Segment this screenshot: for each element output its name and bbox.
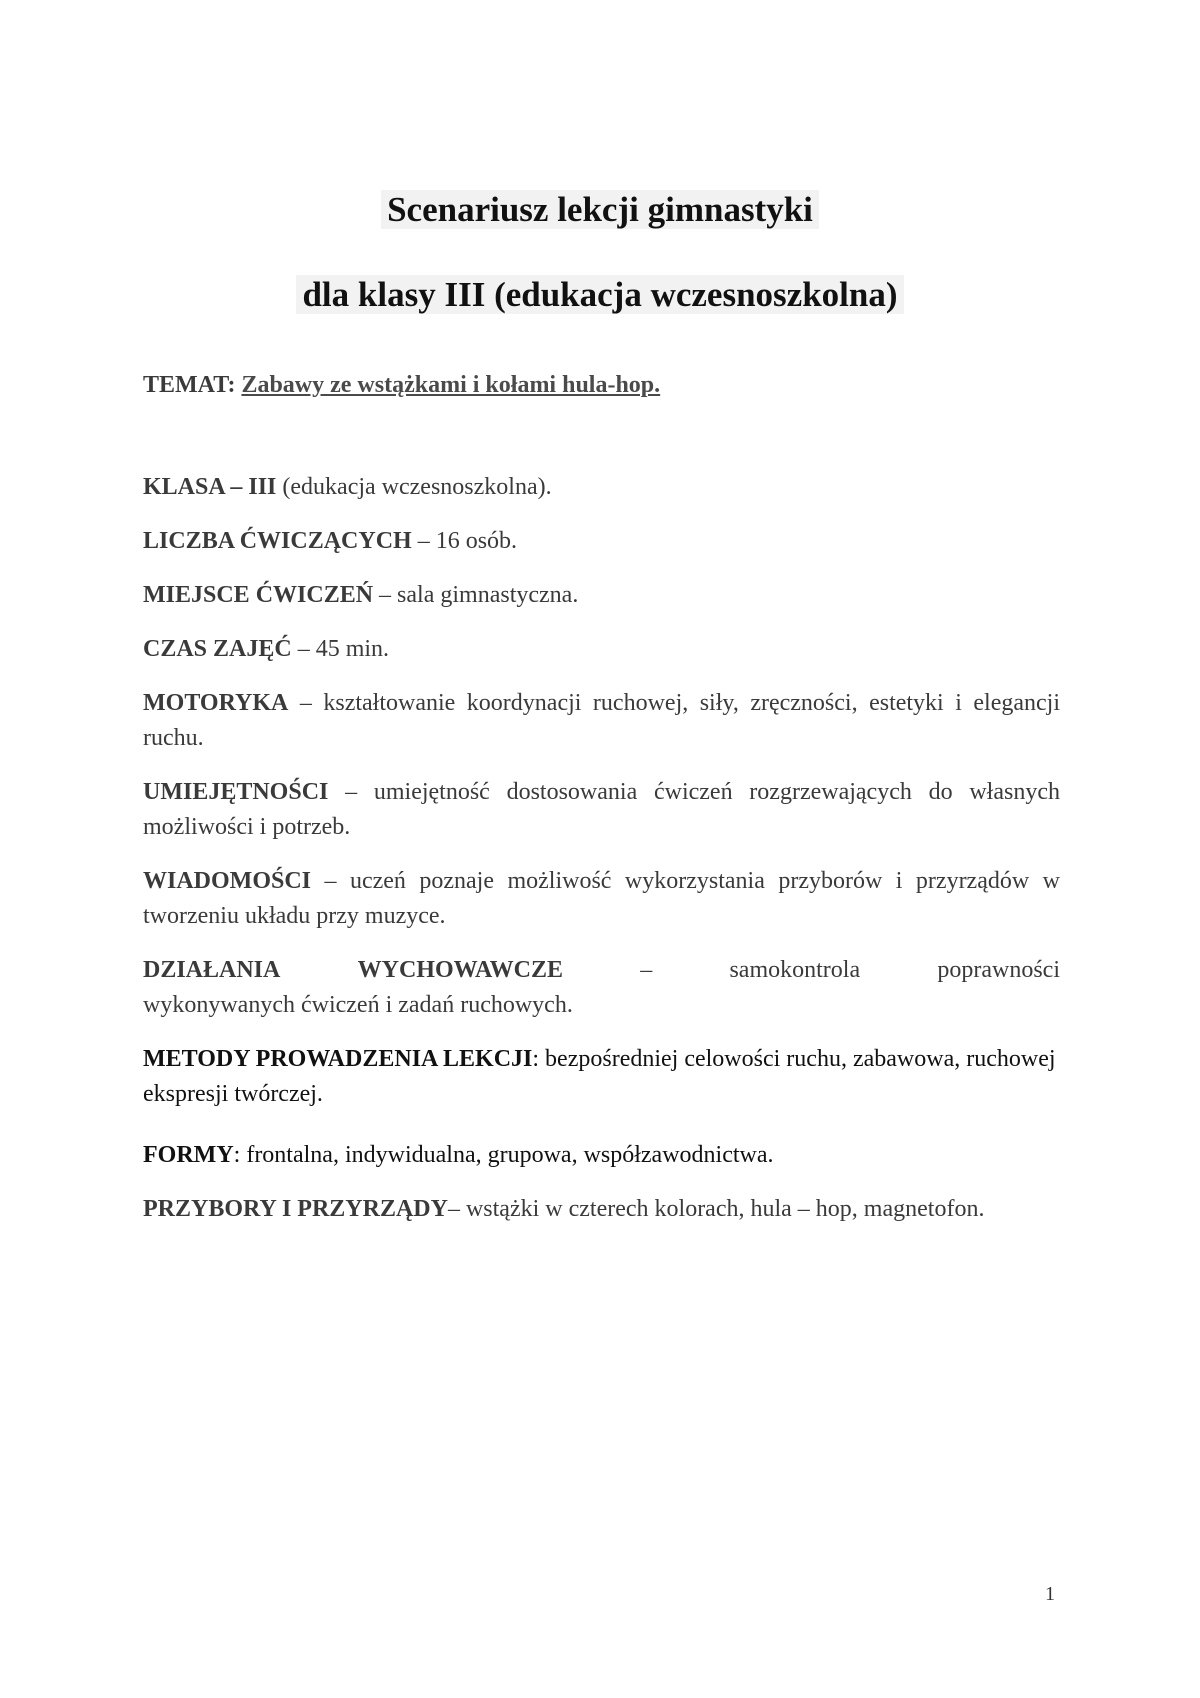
educational-actions-word-4: poprawności	[937, 957, 1060, 983]
abilities-value: – umiejętność dostosowania ćwiczeń rozgrzewających do własnych możliwości i potrzeb.	[143, 779, 1060, 840]
educational-actions-label-1: DZIAŁANIA	[143, 957, 281, 983]
forms-value: : frontalna, indywidualna, grupowa, współzawodnictwa.	[233, 1142, 774, 1168]
motor-skills-item	[143, 686, 1060, 756]
topic-line	[143, 368, 1060, 403]
abilities-label: UMIEJĘTNOŚCI	[143, 779, 329, 805]
page-number: 1	[1045, 1583, 1055, 1605]
place-label: MIEJSCE ĆWICZEŃ	[143, 582, 374, 608]
document-subtitle: dla klasy III (edukacja wczesnoszkolna)	[0, 275, 1200, 315]
educational-actions-word-3: samokontrola	[729, 957, 861, 983]
time-value: – 45 min.	[291, 636, 390, 662]
topic-value: Zabawy ze wstążkami i kołami hula-hop.	[241, 372, 661, 398]
methods-value: : bezpośredniej celowości ruchu, zabawowa, ruchowej ekspresji twórczej.	[143, 1046, 1056, 1107]
forms-label: FORMY	[143, 1142, 234, 1168]
knowledge-label: WIADOMOŚCI	[143, 868, 312, 894]
place-value: – sala gimnastyczna.	[373, 582, 579, 608]
abilities-item	[143, 775, 1060, 845]
participants-item	[143, 524, 1060, 559]
methods-label: METODY PROWADZENIA LEKCJI	[143, 1046, 533, 1072]
educational-actions-line1	[143, 953, 1060, 988]
equipment-value: – wstążki w czterech kolorach, hula – hop, magnetofon.	[447, 1196, 985, 1222]
class-value: (edukacja wczesnoszkolna).	[276, 474, 552, 500]
motor-skills-label: MOTORYKA	[143, 690, 289, 716]
knowledge-value: – uczeń poznaje możliwość wykorzystania przyborów i przyrządów w tworzeniu układu przy muzyce.	[143, 868, 1060, 929]
topic-label: TEMAT:	[143, 372, 236, 398]
document-title: Scenariusz lekcji gimnastyki	[0, 190, 1200, 230]
educational-actions-line2: wykonywanych ćwiczeń i zadań ruchowych.	[143, 992, 573, 1018]
knowledge-item	[143, 864, 1060, 934]
time-label: CZAS ZAJĘĆ	[143, 636, 292, 662]
time-item	[143, 632, 1060, 667]
motor-skills-value: – kształtowanie koordynacji ruchowej, siły, zręczności, estetyki i elegancji ruchu.	[143, 690, 1060, 751]
educational-actions-label-2: WYCHOWAWCZE	[357, 957, 563, 983]
forms-item	[143, 1138, 1060, 1173]
educational-actions-dash: –	[640, 957, 653, 983]
place-item	[143, 578, 1060, 613]
equipment-item	[143, 1192, 1060, 1227]
class-label: KLASA – III	[143, 474, 277, 500]
class-item	[143, 470, 1060, 505]
equipment-label: PRZYBORY I PRZYRZĄDY	[143, 1196, 448, 1222]
methods-item	[143, 1042, 1113, 1112]
participants-value: – 16 osób.	[411, 528, 518, 554]
educational-actions-item	[143, 953, 1060, 1023]
participants-label: LICZBA ĆWICZĄCYCH	[143, 528, 412, 554]
